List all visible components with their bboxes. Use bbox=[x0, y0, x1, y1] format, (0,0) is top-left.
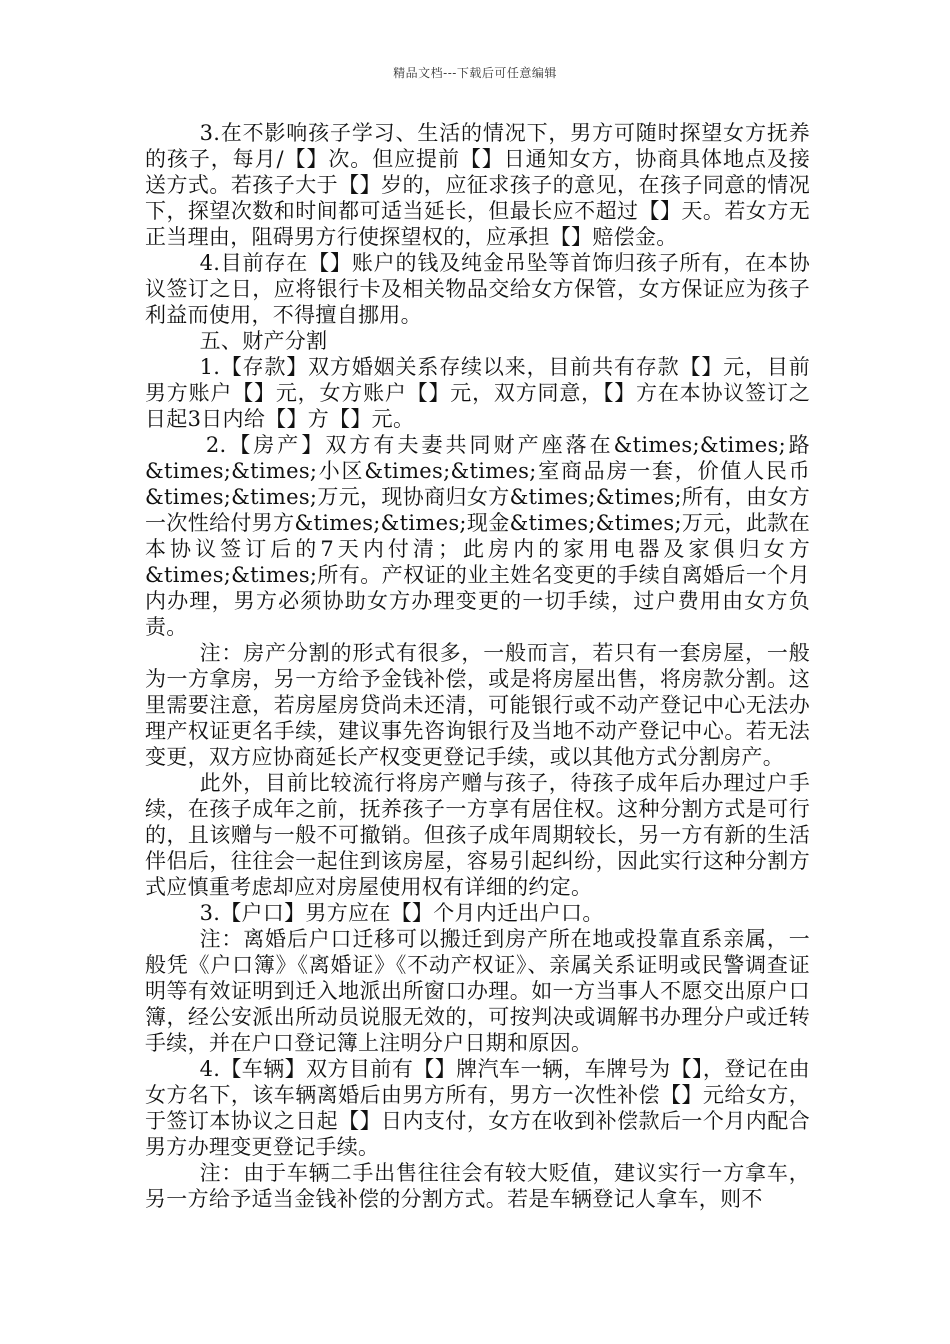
document-body bbox=[145, 120, 810, 1212]
section-heading-property: 五、财产分割 bbox=[199, 329, 328, 353]
paragraph-household-registration: 3.【户口】男方应在【】个月内迁出户口。 bbox=[199, 901, 604, 925]
paragraph-real-estate-gift: 此外，目前比较流行将房产赠与孩子，待孩子成年后办理过户手续，在孩子成年之前，抚养孩子一方享有居住权。这种分割方式是可行的，且该赠与一般不可撤销。但孩子成年周期较长，另一方有新的生活伴侣后，往往会一起住到该房屋，容易引起纠纷，因此实行这种分割方式应慎重考虑却应对房屋使用权有详细的约定。 bbox=[145, 771, 810, 899]
paragraph-real-estate: 2.【房产】双方有夫妻共同财产座落在&times;&times;路&times;&times;小区&times;&times;室商品房一套，价值人民币&times;&times;万元，现协商归女方&times;&times;所有，由女方一次性给付男方&times;&times;现金&times;&times;万元，此款在本协议签订后的7天内付清；此房内的家用电器及家俱归女方&times;&times;所有。产权证的业主姓名变更的手续自离婚后一个月内办理，男方必须协助女方办理变更的一切手续，过户费用由女方负责。 bbox=[145, 433, 810, 639]
paragraph-household-note: 注：离婚后户口迁移可以搬迁到房产所在地或投靠直系亲属，一般凭《户口簿》《离婚证》《不动产权证》、亲属关系证明或民警调查证明等有效证明到迁入地派出所窗口办理。如一方当事人不愿交出原户口簿，经公安派出所动员说服无效的，可按判决或调解书办理分户或迁转手续，并在户口登记簿上注明分户日期和原因。 bbox=[145, 927, 810, 1055]
paragraph-deposits: 1.【存款】双方婚姻关系存续以来，目前共有存款【】元，目前男方账户【】元，女方账户【】元，双方同意，【】方在本协议签订之日起3日内给【】方【】元。 bbox=[145, 355, 810, 431]
paragraph-real-estate-note: 注：房产分割的形式有很多，一般而言，若只有一套房屋，一般为一方拿房，另一方给予金钱补偿，或是将房屋出售，将房款分割。这里需要注意，若房屋房贷尚未还清，可能银行或不动产登记中心无法办理产权证更名手续，建议事先咨询银行及当地不动产登记中心。若无法变更，双方应协商延长产权变更登记手续，或以其他方式分割房产。 bbox=[145, 641, 810, 769]
paragraph-visitation: 3.在不影响孩子学习、生活的情况下，男方可随时探望女方抚养的孩子，每月/【】次。但应提前【】日通知女方，协商具体地点及接送方式。若孩子大于【】岁的，应征求孩子的意见，在孩子同意的情况下，探望次数和时间都可适当延长，但最长应不超过【】天。若女方无正当理由，阻碍男方行使探望权的，应承担【】赔偿金。 bbox=[145, 121, 810, 249]
paragraph-vehicle: 4.【车辆】双方目前有【】牌汽车一辆，车牌号为【】，登记在由女方名下，该车辆离婚后由男方所有，男方一次性补偿【】元给女方，于签订本协议之日起【】日内支付，女方在收到补偿款后一个月内配合男方办理变更登记手续。 bbox=[145, 1057, 810, 1159]
paragraph-child-account: 4.目前存在【】账户的钱及纯金吊坠等首饰归孩子所有，在本协议签订之日，应将银行卡及相关物品交给女方保管，女方保证应为孩子利益而使用，不得擅自挪用。 bbox=[145, 251, 810, 327]
page-header: 精品文档---下载后可任意编辑 bbox=[393, 66, 557, 80]
paragraph-vehicle-note: 注：由于车辆二手出售往往会有较大贬值，建议实行一方拿车，另一方给予适当金钱补偿的分割方式。若是车辆登记人拿车，则不 bbox=[145, 1161, 810, 1211]
